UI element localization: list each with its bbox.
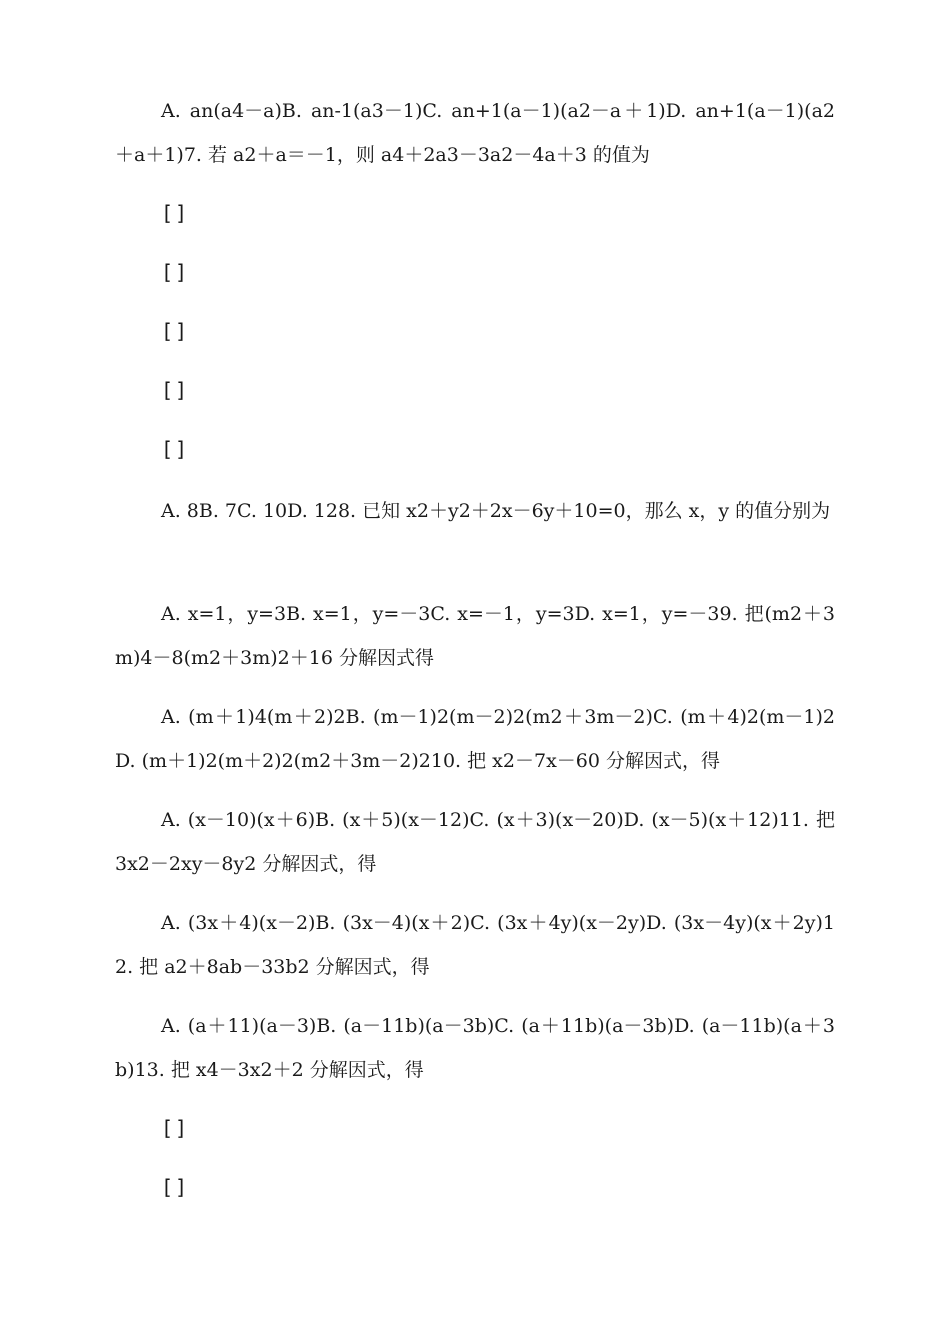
question-paragraph-12: A. (3x＋4)(x－2)B. (3x－4)(x＋2)C. (3x＋4y)(x－2y)D. (3x－4y)(x＋2y)12. 把 a2＋8ab－33b2 分解因式，得	[115, 912, 835, 978]
answer-bracket-2: []	[161, 260, 190, 284]
answer-bracket-1: []	[161, 201, 190, 225]
question-paragraph-9: A. x=1，y=3B. x=1，y=－3C. x=－1，y=3D. x=1，y=－39. 把(m2＋3m)4－8(m2＋3m)2＋16 分解因式得	[115, 603, 835, 669]
answer-bracket-3: []	[161, 319, 190, 343]
question-paragraph-10: A. (m＋1)4(m＋2)2B. (m－1)2(m－2)2(m2＋3m－2)C. (m＋4)2(m－1)2D. (m＋1)2(m＋2)2(m2＋3m－2)210. 把 x2－7x－60 分解因式，得	[115, 706, 835, 772]
question-paragraph-11: A. (x－10)(x＋6)B. (x＋5)(x－12)C. (x＋3)(x－20)D. (x－5)(x＋12)11. 把 3x2－2xy－8y2 分解因式，得	[115, 809, 835, 875]
question-paragraph-7: A. an(a4－a)B. an-1(a3－1)C. an+1(a－1)(a2－a＋1)D. an+1(a－1)(a2＋a＋1)7. 若 a2＋a＝－1，则 a4＋2a3－3a2－4a＋3 的值为	[115, 100, 835, 166]
answer-bracket-7: []	[161, 1175, 190, 1199]
question-paragraph-13: A. (a＋11)(a－3)B. (a－11b)(a－3b)C. (a＋11b)(a－3b)D. (a－11b)(a＋3b)13. 把 x4－3x2＋2 分解因式，得	[115, 1015, 835, 1081]
answer-bracket-4: []	[161, 378, 190, 402]
answer-bracket-6: []	[161, 1116, 190, 1140]
answer-bracket-5: []	[161, 437, 190, 461]
question-paragraph-8: A. 8B. 7C. 10D. 128. 已知 x2＋y2＋2x－6y＋10=0，那么 x，y 的值分别为	[161, 500, 831, 522]
